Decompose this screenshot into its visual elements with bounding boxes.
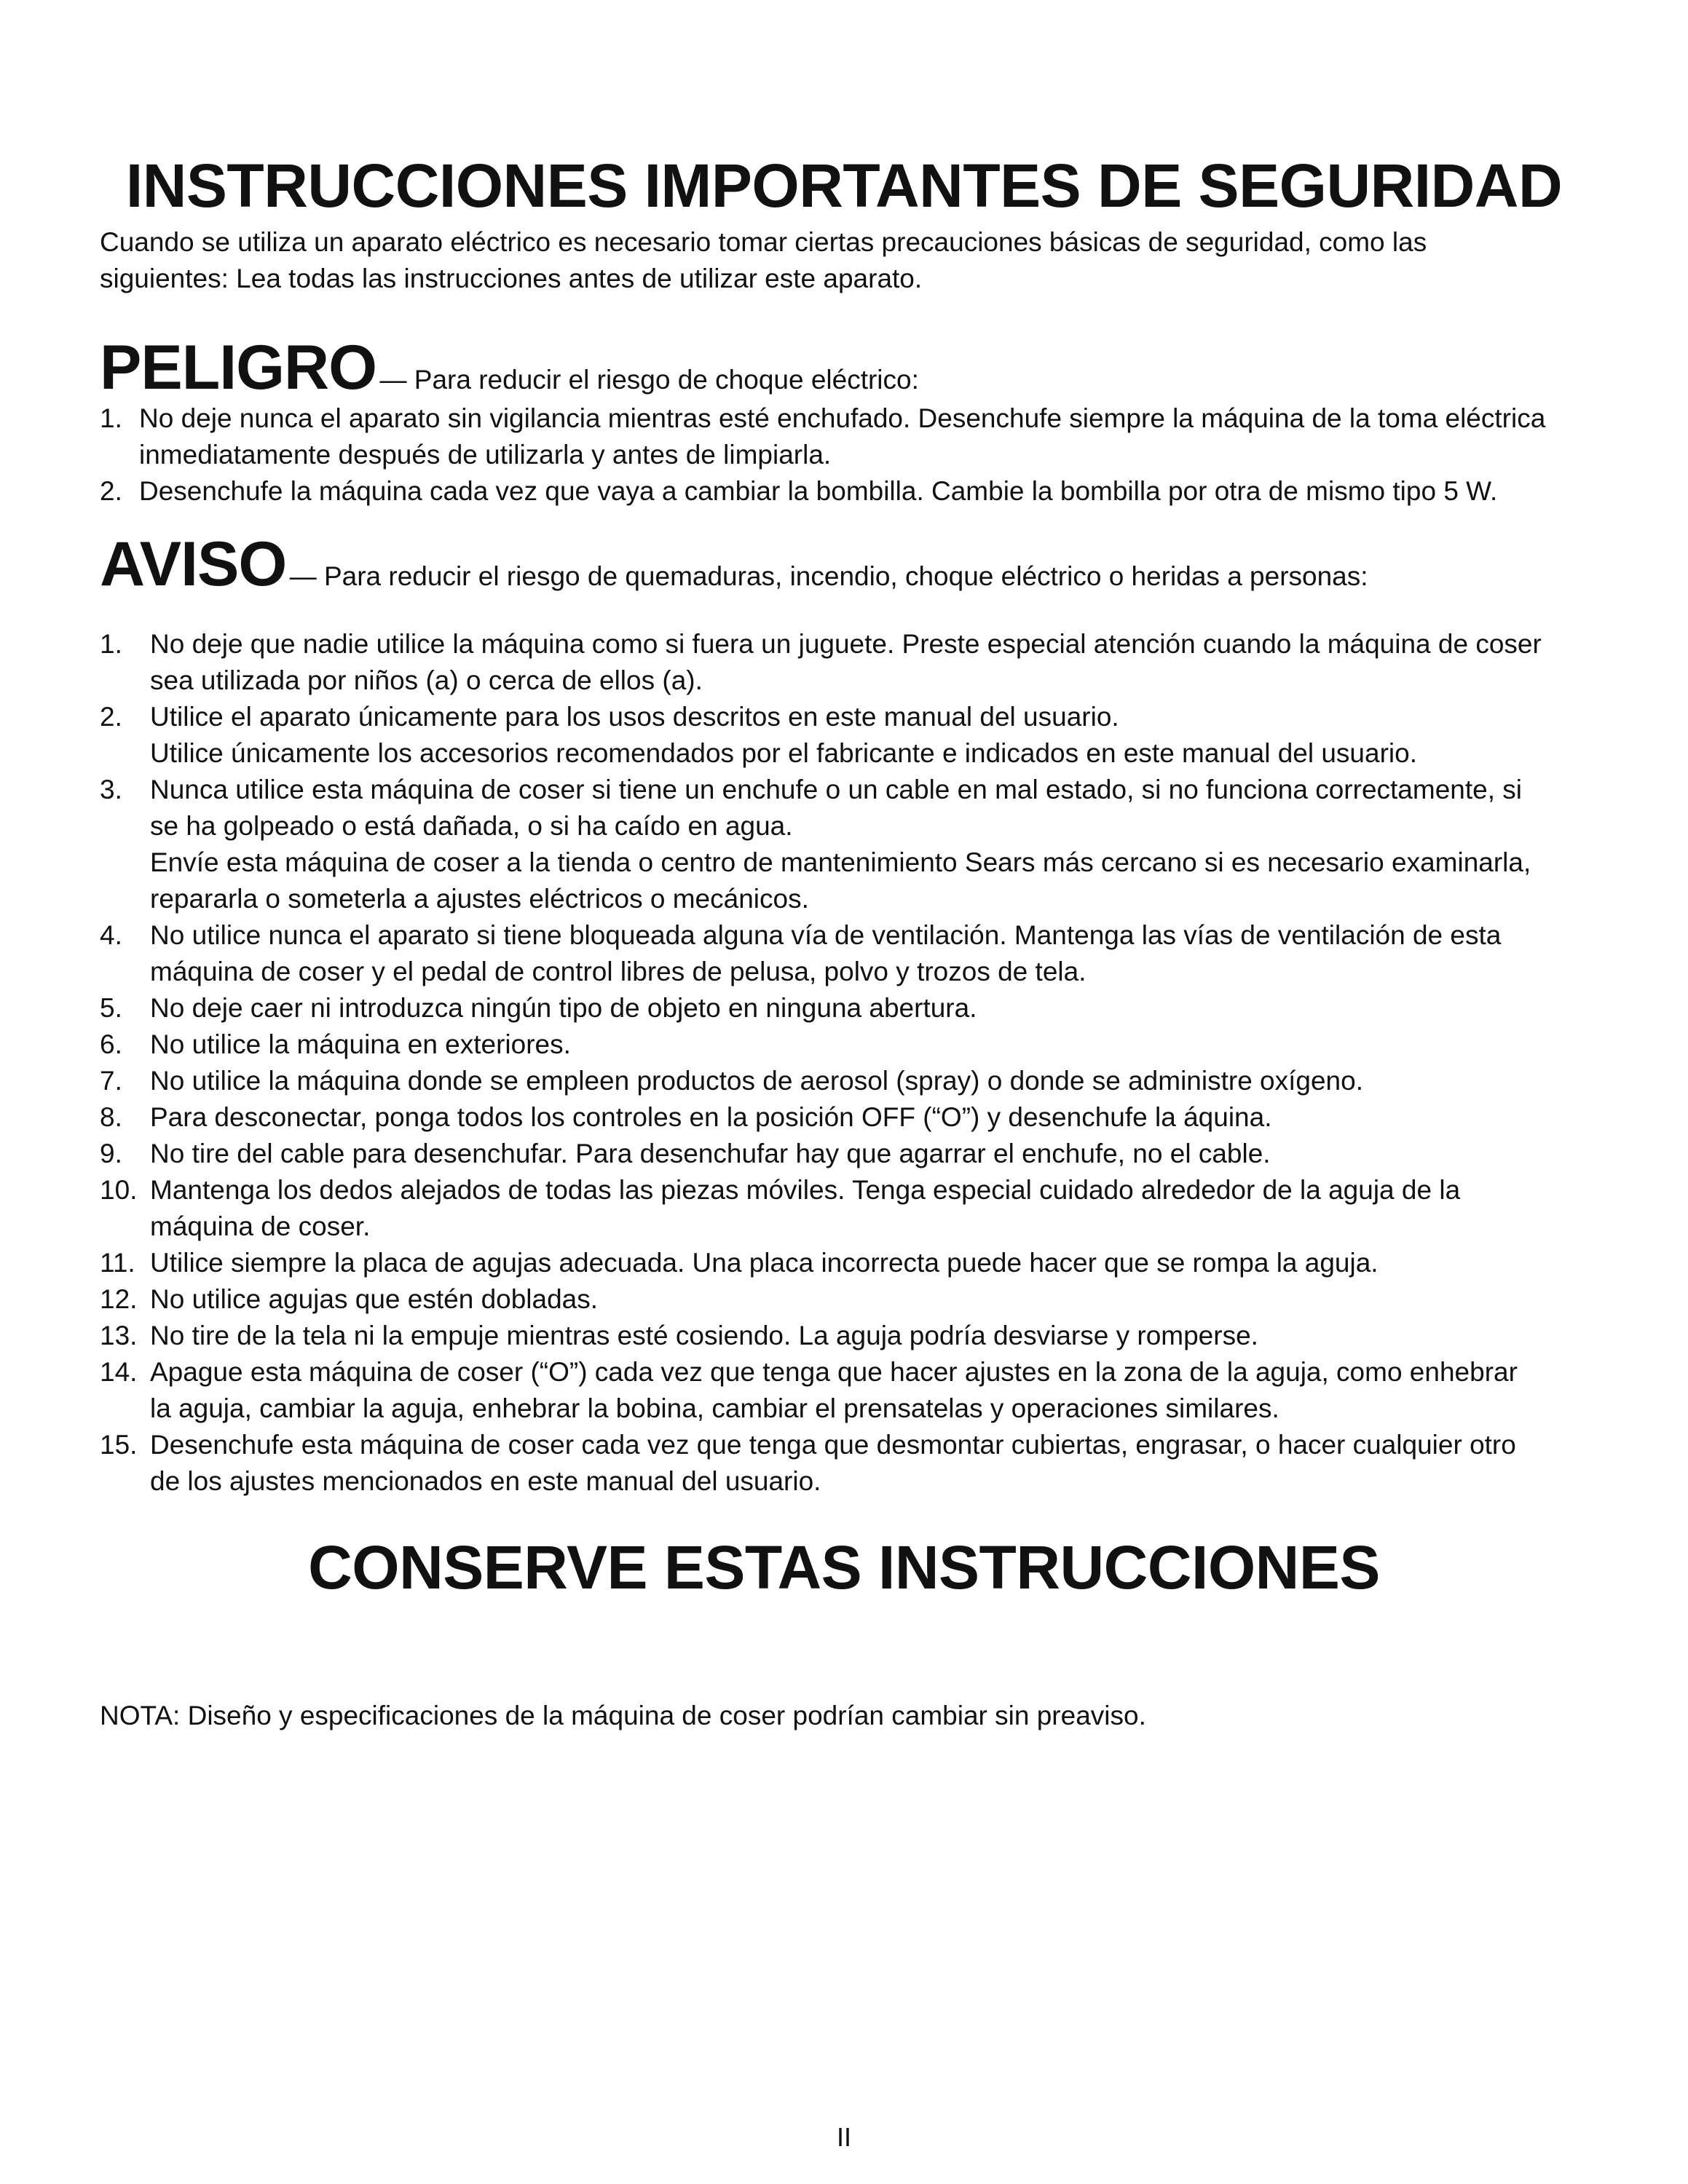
list-item-line: No utilice la máquina en exteriores.: [150, 1029, 571, 1059]
list-item-line: inmediatamente después de utilizarla y antes de limpiarla.: [139, 440, 832, 470]
list-item: [100, 1063, 1600, 1099]
list-item: [100, 990, 1600, 1026]
list-item-line: máquina de coser y el pedal de control libres de pelusa, polvo y trozos de tela.: [150, 957, 1086, 986]
list-item-line: No utilice agujas que estén dobladas.: [150, 1284, 599, 1314]
intro-line: siguientes: Lea todas las instrucciones antes de utilizar este aparato.: [100, 264, 923, 293]
list-item: [100, 917, 1600, 990]
list-item-line: No tire del cable para desenchufar. Para desenchufar hay que agarrar el enchufe, no el cable.: [150, 1139, 1271, 1168]
list-item: [100, 1318, 1600, 1354]
intro-line: Cuando se utiliza un aparato eléctrico es necesario tomar ciertas precauciones básicas de seguridad, como las: [100, 227, 1427, 257]
list-item-line: Desenchufe la máquina cada vez que vaya a cambiar la bombilla. Cambie la bombilla por otra de mismo tipo 5 W.: [139, 476, 1498, 506]
list-item-number: 5.: [100, 993, 122, 1023]
list-item: [100, 1427, 1600, 1500]
list-item-line: Para desconectar, ponga todos los controles en la posición OFF (“O”) y desenchufe la áquina.: [150, 1102, 1272, 1132]
closing-title: CONSERVE ESTAS INSTRUCCIONES: [308, 1533, 1380, 1602]
list-item-line: Utilice únicamente los accesorios recomendados por el fabricante e indicados en este manual del usuario.: [150, 738, 1417, 768]
peligro-heading: [100, 331, 919, 404]
peligro-label: PELIGRO: [100, 333, 377, 403]
list-item-line: de los ajustes mencionados en este manual del usuario.: [150, 1466, 821, 1496]
page-title: INSTRUCCIONES IMPORTANTES DE SEGURIDAD: [125, 151, 1563, 220]
list-item-number: 2.: [100, 476, 122, 506]
list-item-line: Nunca utilice esta máquina de coser si tiene un enchufe o un cable en mal estado, si no funciona correctamente, si: [150, 775, 1523, 804]
list-item-line: No tire de la tela ni la empuje mientras esté cosiendo. La aguja podría desviarse y romperse.: [150, 1321, 1258, 1350]
list-item-number: 9.: [100, 1139, 122, 1168]
list-item-number: 7.: [100, 1066, 122, 1096]
list-item-number: 15.: [100, 1430, 138, 1460]
list-item-number: 3.: [100, 775, 122, 804]
list-item-line: Desenchufe esta máquina de coser cada vez que tenga que desmontar cubiertas, engrasar, o hacer cualquier otro: [150, 1430, 1516, 1460]
list-item: [100, 1136, 1600, 1172]
list-item: [100, 473, 1600, 510]
aviso-description: — Para reducir el riesgo de quemaduras, incendio, choque eléctrico o heridas a personas:: [289, 561, 1368, 591]
list-item-line: Envíe esta máquina de coser a la tienda o centro de mantenimiento Sears más cercano si es necesario examinarla,: [150, 847, 1531, 877]
list-item-number: 12.: [100, 1284, 138, 1314]
intro-paragraph: [100, 224, 1556, 297]
note-text: NOTA: Diseño y especificaciones de la máquina de coser podrían cambiar sin preaviso.: [100, 1701, 1146, 1730]
list-item: [100, 1099, 1600, 1136]
aviso-list: [100, 626, 1600, 1500]
list-item-line: repararla o someterla a ajustes eléctricos o mecánicos.: [150, 884, 809, 914]
list-item-line: No deje nunca el aparato sin vigilancia mientras esté enchufado. Desenchufe siempre la máquina de la toma eléctrica: [139, 403, 1546, 433]
aviso-label: AVISO: [100, 529, 287, 599]
list-item: [100, 1281, 1600, 1318]
list-item-number: 4.: [100, 920, 122, 950]
list-item-line: la aguja, cambiar la aguja, enhebrar la bobina, cambiar el prensatelas y operaciones similares.: [150, 1393, 1279, 1423]
list-item: [100, 1245, 1600, 1281]
list-item-line: No deje caer ni introduzca ningún tipo de objeto en ninguna abertura.: [150, 993, 977, 1023]
list-item-line: máquina de coser.: [150, 1211, 371, 1241]
list-item-line: sea utilizada por niños (a) o cerca de ellos (a).: [150, 665, 703, 695]
list-item-line: No utilice nunca el aparato si tiene bloqueada alguna vía de ventilación. Mantenga las vías de ventilación de esta: [150, 920, 1502, 950]
peligro-description: — Para reducir el riesgo de choque eléctrico:: [379, 365, 919, 395]
peligro-list: [100, 400, 1600, 510]
list-item-line: No utilice la máquina donde se empleen productos de aerosol (spray) o donde se administre oxígeno.: [150, 1066, 1363, 1096]
list-item: [100, 626, 1600, 699]
list-item-line: Apague esta máquina de coser (“O”) cada vez que tenga que hacer ajustes en la zona de la aguja, como enhebrar: [150, 1357, 1518, 1387]
list-item: [100, 400, 1600, 473]
list-item-number: 1.: [100, 629, 122, 659]
list-item-number: 10.: [100, 1175, 138, 1205]
list-item-number: 14.: [100, 1357, 138, 1387]
list-item: [100, 1026, 1600, 1063]
list-item-number: 1.: [100, 403, 122, 433]
list-item: [100, 1172, 1600, 1245]
aviso-heading: [100, 528, 1368, 601]
list-item-number: 6.: [100, 1029, 122, 1059]
list-item-number: 8.: [100, 1102, 122, 1132]
list-item-line: se ha golpeado o está dañada, o si ha caído en agua.: [150, 811, 793, 841]
list-item: [100, 772, 1600, 917]
list-item: [100, 699, 1600, 772]
list-item-number: 2.: [100, 702, 122, 732]
list-item-number: 11.: [100, 1248, 135, 1278]
page-number: II: [836, 2122, 851, 2152]
list-item-line: Utilice siempre la placa de agujas adecuada. Una placa incorrecta puede hacer que se rompa la aguja.: [150, 1248, 1379, 1278]
list-item: [100, 1354, 1600, 1427]
list-item-number: 13.: [100, 1321, 138, 1350]
list-item-line: Utilice el aparato únicamente para los usos descritos en este manual del usuario.: [150, 702, 1119, 732]
list-item-line: No deje que nadie utilice la máquina como si fuera un juguete. Preste especial atención cuando la máquina de coser: [150, 629, 1542, 659]
list-item-line: Mantenga los dedos alejados de todas las piezas móviles. Tenga especial cuidado alrededor de la aguja de la: [150, 1175, 1461, 1205]
